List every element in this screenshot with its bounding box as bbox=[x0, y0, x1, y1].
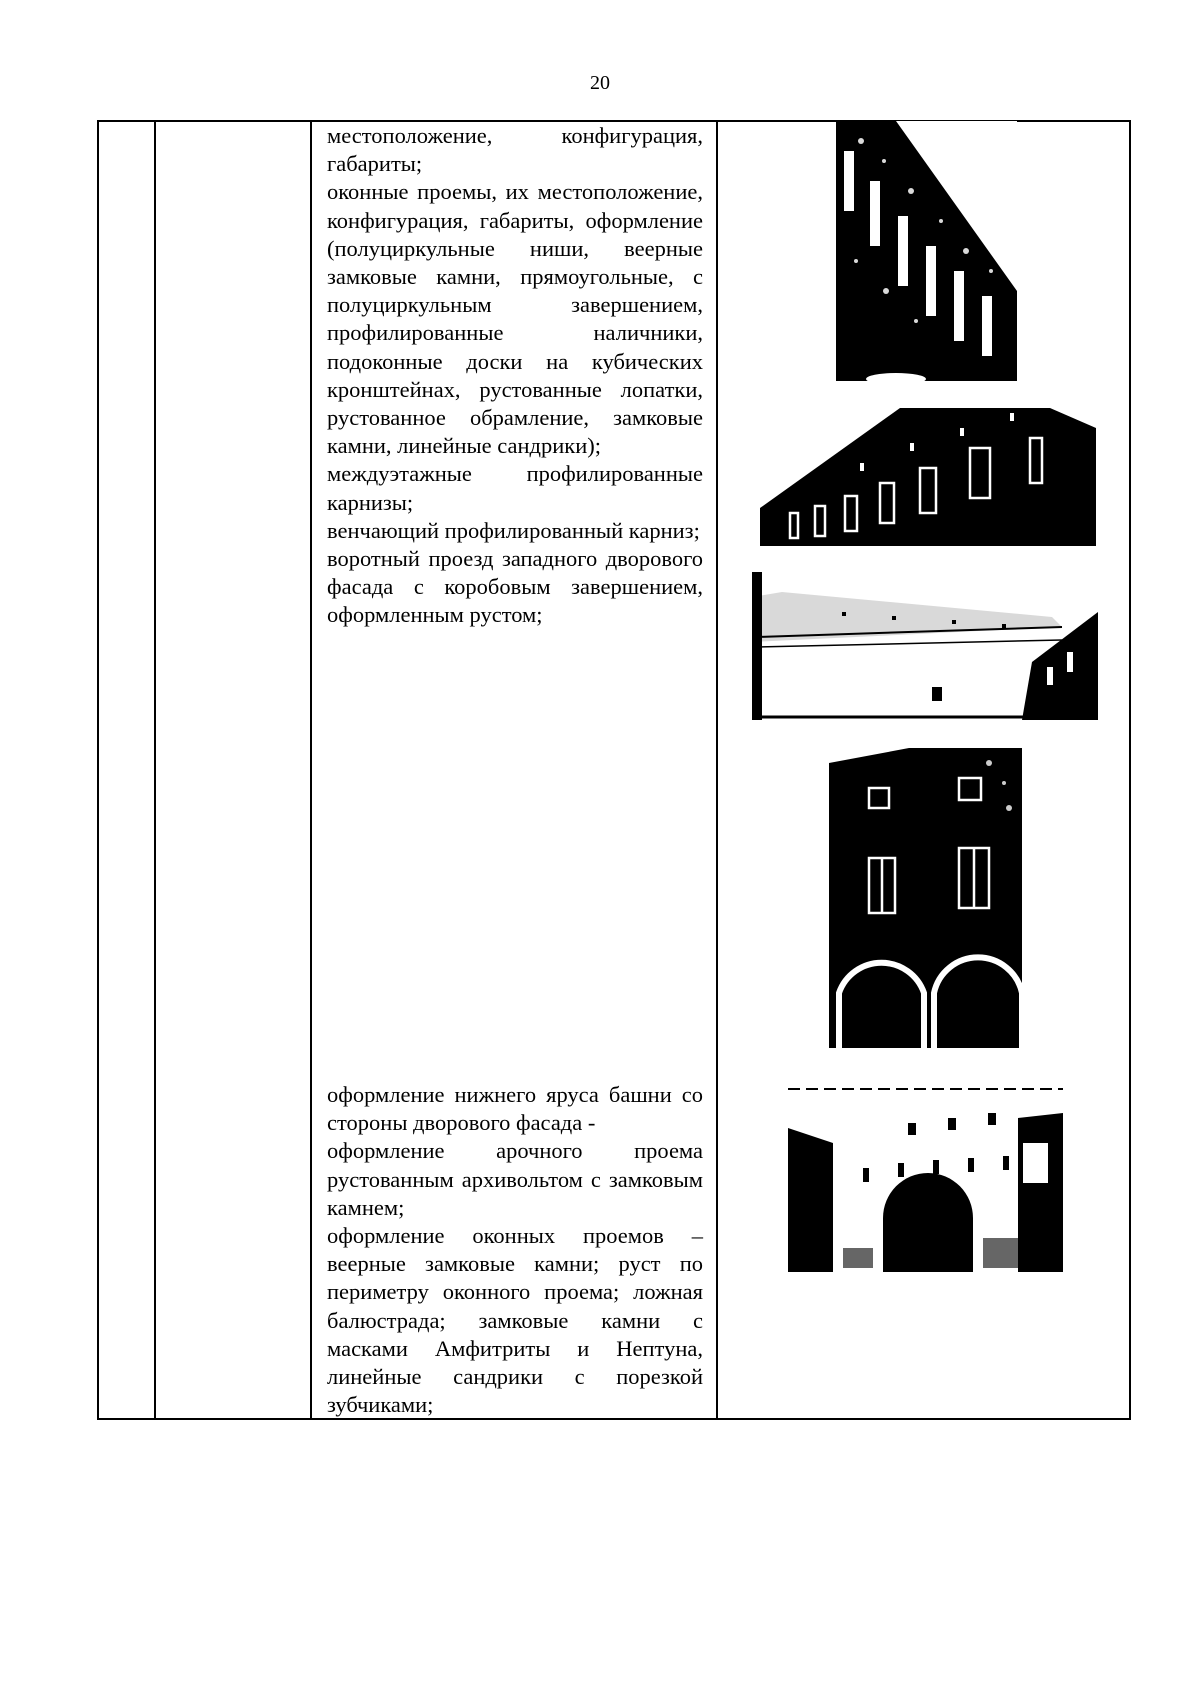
photo-facade-angled bbox=[836, 121, 1017, 381]
description-paragraph: оконные проемы, их местоположение, конфигурация, габариты, оформление (полуциркульные ниши, веерные замковые камни, прямоугольные, с полуциркульным завершением, профилированные наличники, подоконные доски на кубических кронштейнах, рустованные лопатки, рустованное обрамление, замковые камни, линейные сандрики); bbox=[327, 179, 703, 459]
column-divider-3 bbox=[716, 122, 718, 1418]
description-paragraph: оформление оконных проемов – веерные замковые камни; руст по периметру оконного проема; ложная балюстрада; замковые камни с масками Амфитриты и Нептуна, линейные сандрики с порезкой зубчиками; bbox=[327, 1223, 703, 1418]
column-divider-2 bbox=[310, 122, 312, 1418]
description-paragraph: местоположение, конфигурация, габариты; bbox=[327, 123, 703, 177]
photo-courtyard-cornice bbox=[752, 572, 1098, 720]
description-paragraph: оформление нижнего яруса башни со стороны дворового фасада - bbox=[327, 1082, 703, 1136]
photo-tower-arch bbox=[788, 1088, 1063, 1272]
description-paragraph: междуэтажные профилированные карнизы; bbox=[327, 461, 703, 515]
description-paragraph: оформление арочного проема рустованным архивольтом с замковым камнем; bbox=[327, 1138, 703, 1220]
page-number: 20 bbox=[590, 72, 610, 94]
description-paragraph: венчающий профилированный карниз; bbox=[327, 517, 700, 543]
description-paragraph: воротный проезд западного дворового фасада с коробовым завершением, оформленным рустом; bbox=[327, 546, 703, 628]
column-divider-1 bbox=[154, 122, 156, 1418]
photo-facade-arches bbox=[829, 748, 1022, 1048]
description-block-bottom bbox=[327, 1081, 703, 1419]
photo-facade-windows-row bbox=[760, 408, 1096, 546]
description-block-top bbox=[327, 122, 703, 630]
